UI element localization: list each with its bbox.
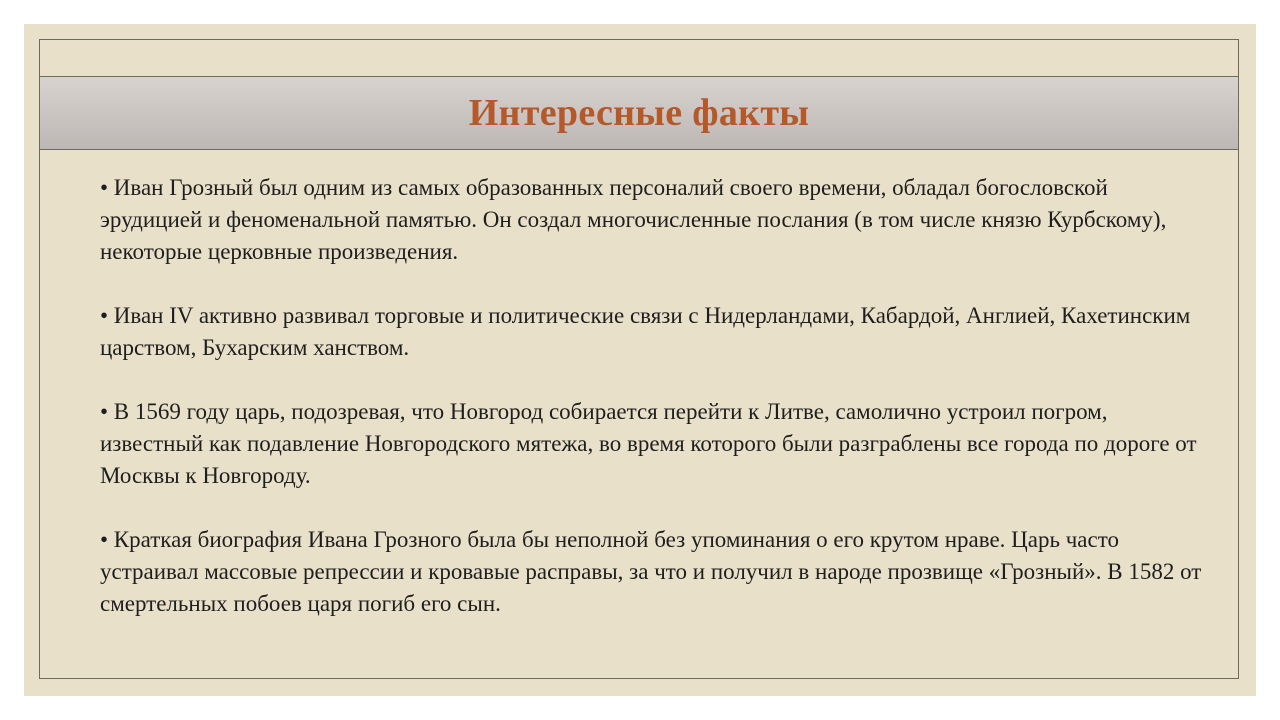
slide-title: Интересные факты — [468, 92, 810, 134]
bullet-item-3: • В 1569 году царь, подозревая, что Новгород собирается перейти к Литве, самолично устроил погром, известный как подавление Новгородского мятежа, во время которого были разграблены все города по дороге от Москвы к Новгороду. — [100, 399, 1197, 488]
title-band — [40, 76, 1238, 150]
content-body — [100, 172, 1210, 652]
slide — [24, 24, 1256, 696]
bullet-item-4: • Краткая биография Ивана Грозного была бы неполной без упоминания о его крутом нраве. Царь часто устраивал массовые репрессии и кровавые расправы, за что и получил в народе прозвище «Грозный». В 1582 от смертельных побоев царя погиб его сын. — [100, 527, 1202, 616]
bullet-item-1: • Иван Грозный был одним из самых образованных персоналий своего времени, обладал богословской эрудицией и феноменальной памятью. Он создал многочисленные послания (в том числе князю Курбскому), некоторые церковные произведения. — [100, 175, 1167, 264]
bullet-item-2: • Иван IV активно развивал торговые и политические связи с Нидерландами, Кабардой, Англией, Кахетинским царством, Бухарским ханством. — [100, 303, 1191, 360]
slide-frame — [39, 39, 1239, 679]
